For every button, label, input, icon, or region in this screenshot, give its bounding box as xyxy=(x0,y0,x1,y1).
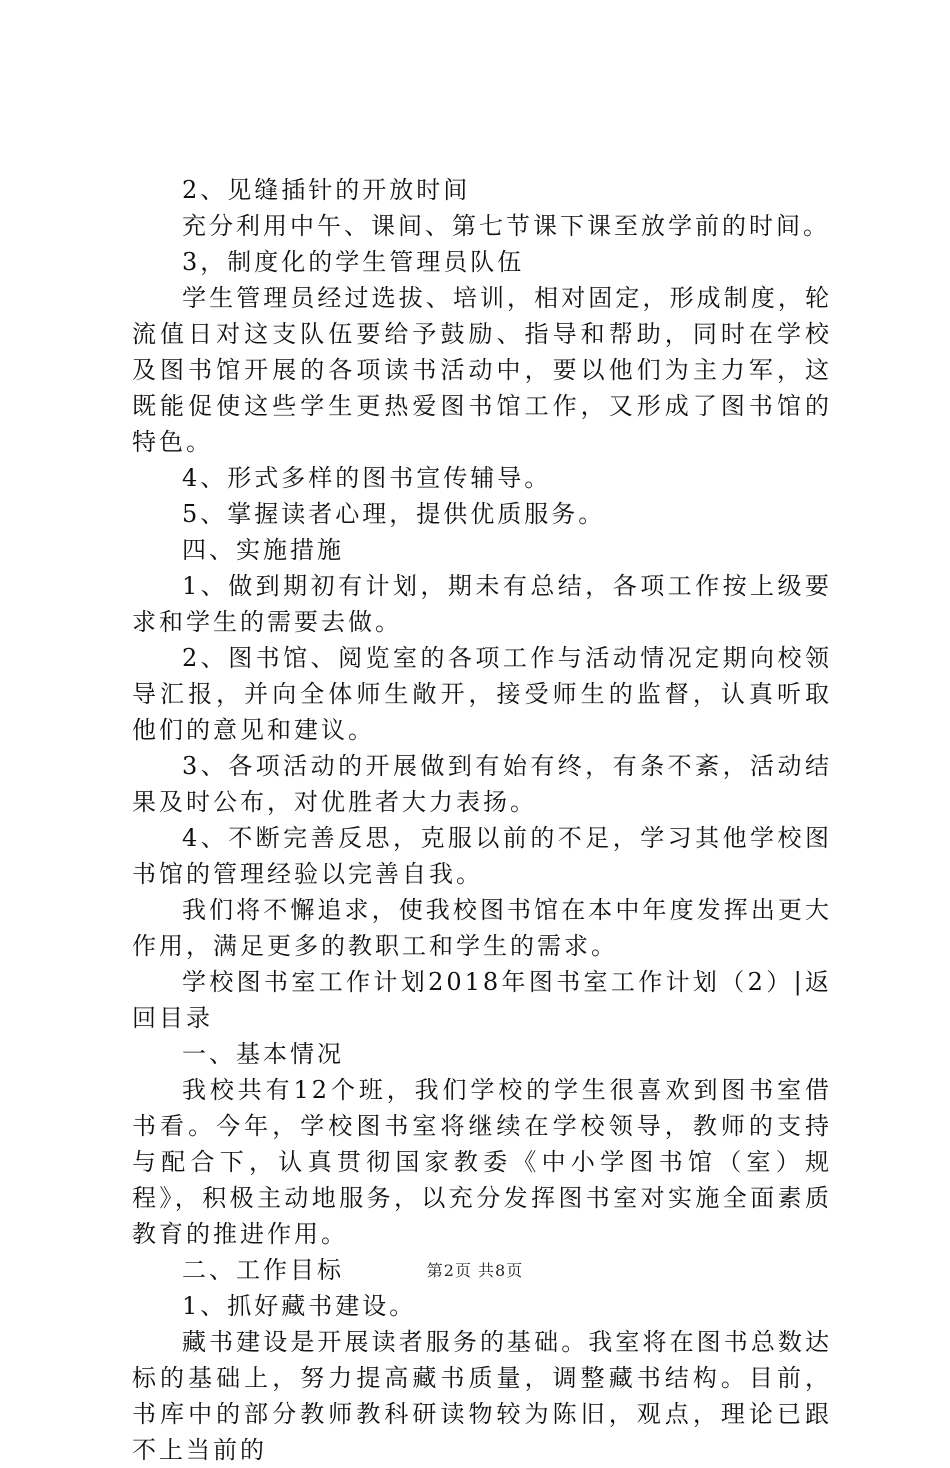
paragraph: 4、形式多样的图书宣传辅导。 xyxy=(182,464,552,492)
paragraph: 2、见缝插针的开放时间 xyxy=(182,176,471,204)
paragraph: 充分利用中午、课间、第七节课下课至放学前的时间。 xyxy=(182,212,830,240)
paragraph: 学生管理员经过选拔、培训，相对固定，形成制度，轮流值日对这支队伍要给予鼓励、指导和帮助，同时在学校及图书馆开展的各项读书活动中，要以他们为主力军，这既能促使这些学生更热爱图书馆工作，又形成了图书馆的特色。 xyxy=(132,284,832,456)
paragraph: 藏书建设是开展读者服务的基础。我室将在图书总数达标的基础上，努力提高藏书质量，调整藏书结构。目前，书库中的部分教师教科研读物较为陈旧，观点，理论已跟不上当前的 xyxy=(132,1328,832,1464)
paragraph: 3、各项活动的开展做到有始有终，有条不紊，活动结果及时公布，对优胜者大力表扬。 xyxy=(132,752,832,816)
paragraph: 1、做到期初有计划，期未有总结，各项工作按上级要求和学生的需要去做。 xyxy=(132,572,832,636)
page-number-footer: 第2页 共8页 xyxy=(426,1261,524,1280)
paragraph: 4、不断完善反思，克服以前的不足，学习其他学校图书馆的管理经验以完善自我。 xyxy=(132,824,832,888)
paragraph: 我们将不懈追求，使我校图书馆在本中年度发挥出更大作用，满足更多的教职工和学生的需求。 xyxy=(132,896,832,960)
paragraph: 1、抓好藏书建设。 xyxy=(182,1292,417,1320)
paragraph: 我校共有12个班，我们学校的学生很喜欢到图书室借书看。今年，学校图书室将继续在学校领导，教师的支持与配合下，认真贯彻国家教委《中小学图书馆（室）规程》，积极主动地服务，以充分发挥图书室对实施全面素质教育的推进作用。 xyxy=(132,1076,832,1248)
return-to-toc-line: 学校图书室工作计划2018年图书室工作计划（2）|返回目录 xyxy=(132,968,832,1032)
section-heading: 一、基本情况 xyxy=(182,1040,344,1068)
paragraph: 2、图书馆、阅览室的各项工作与活动情况定期向校领导汇报，并向全体师生敞开，接受师生的监督，认真听取他们的意见和建议。 xyxy=(132,644,832,744)
paragraph: 3，制度化的学生管理员队伍 xyxy=(182,248,525,276)
section-heading: 四、实施措施 xyxy=(182,536,344,564)
paragraph: 5、掌握读者心理，提供优质服务。 xyxy=(182,500,606,528)
section-heading: 二、工作目标 xyxy=(182,1256,344,1284)
